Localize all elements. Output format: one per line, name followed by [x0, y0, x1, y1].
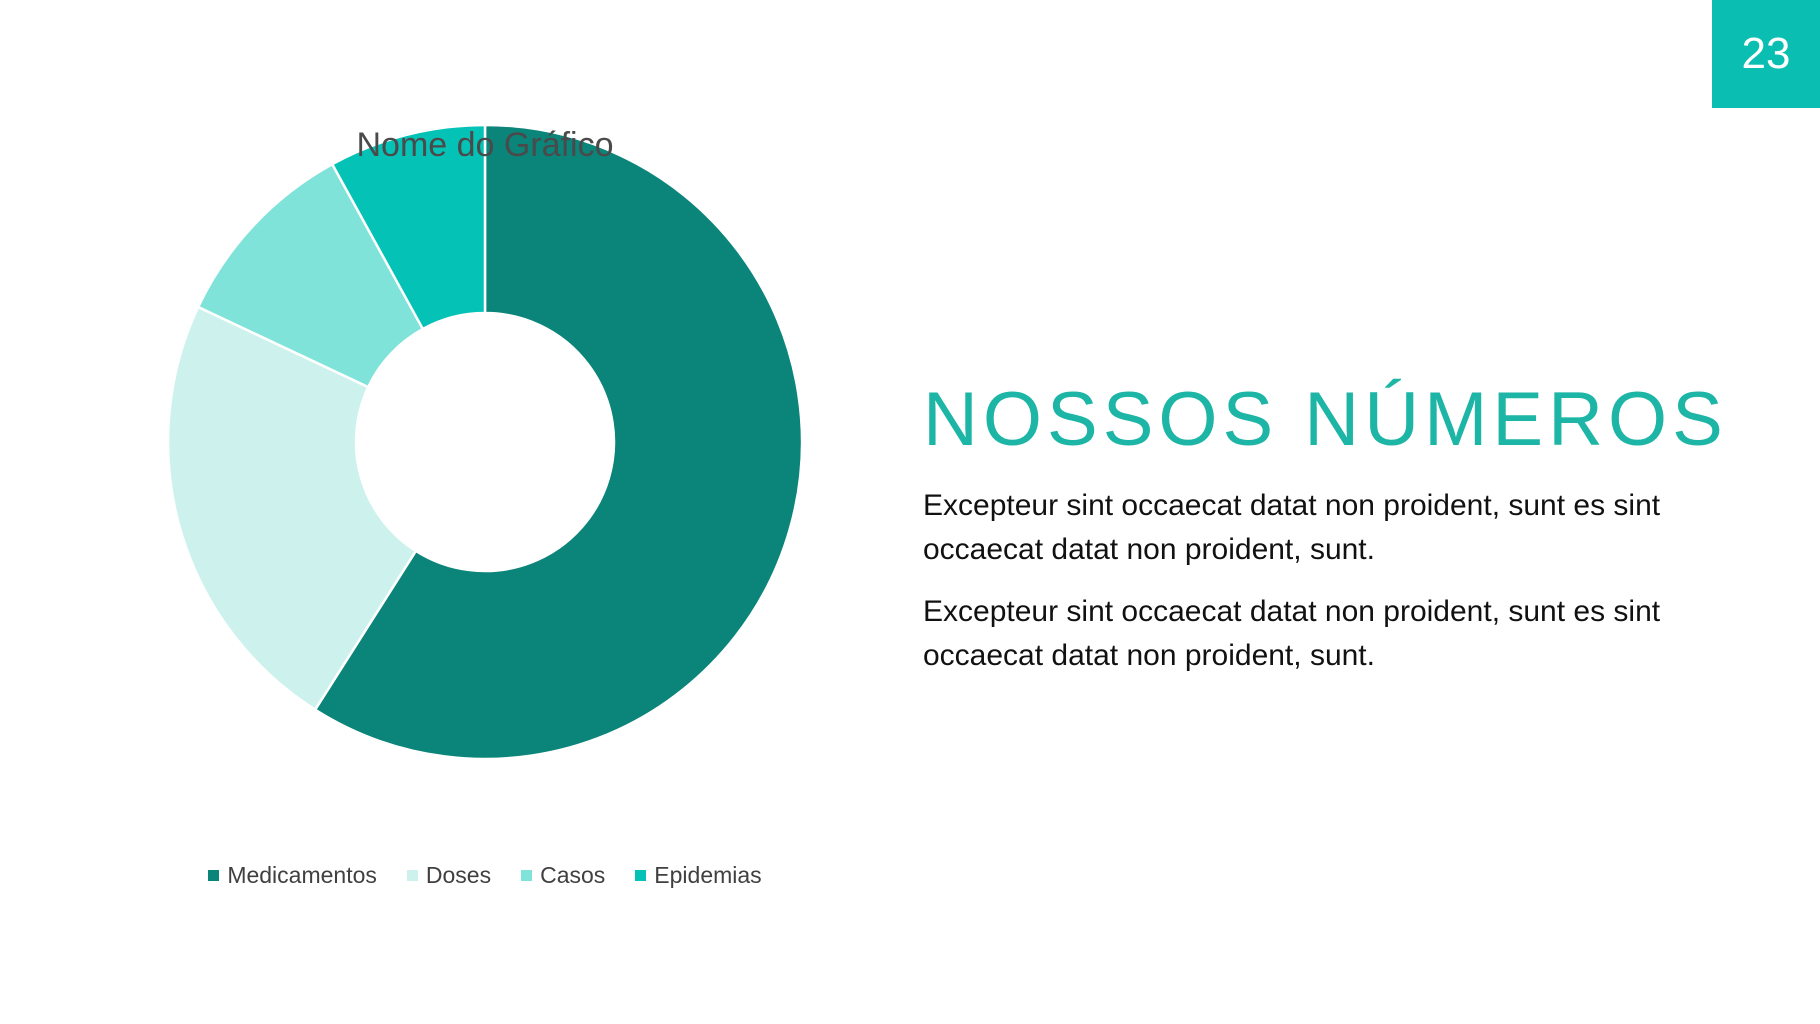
slide-number: 23 — [1712, 0, 1820, 108]
donut-chart — [140, 110, 830, 910]
chart-title: Nome do Gráfico — [356, 126, 614, 164]
legend-swatch — [407, 870, 418, 881]
legend-item-medicamentos — [208, 862, 377, 889]
text-block — [923, 372, 1728, 678]
legend-label: Medicamentos — [227, 862, 377, 888]
legend-item-doses — [407, 862, 491, 889]
legend-item-casos — [521, 862, 605, 889]
body-paragraph-2: Excepteur sint occaecat datat non proident, sunt es sint occaecat datat non proident, sunt. — [923, 595, 1661, 672]
legend-item-epidemias — [635, 862, 761, 889]
chart-legend — [140, 862, 830, 889]
legend-swatch — [635, 870, 646, 881]
section-heading: NOSSOS NÚMEROS — [923, 377, 1728, 462]
legend-label: Casos — [540, 862, 606, 888]
legend-label: Epidemias — [654, 862, 762, 888]
legend-label: Doses — [425, 862, 492, 888]
legend-swatch — [208, 870, 219, 881]
donut-slices — [168, 125, 802, 759]
donut-chart-svg — [140, 110, 830, 910]
legend-swatch — [521, 870, 532, 881]
body-paragraph-1: Excepteur sint occaecat datat non proident, sunt es sint occaecat datat non proident, sunt. — [923, 489, 1661, 566]
